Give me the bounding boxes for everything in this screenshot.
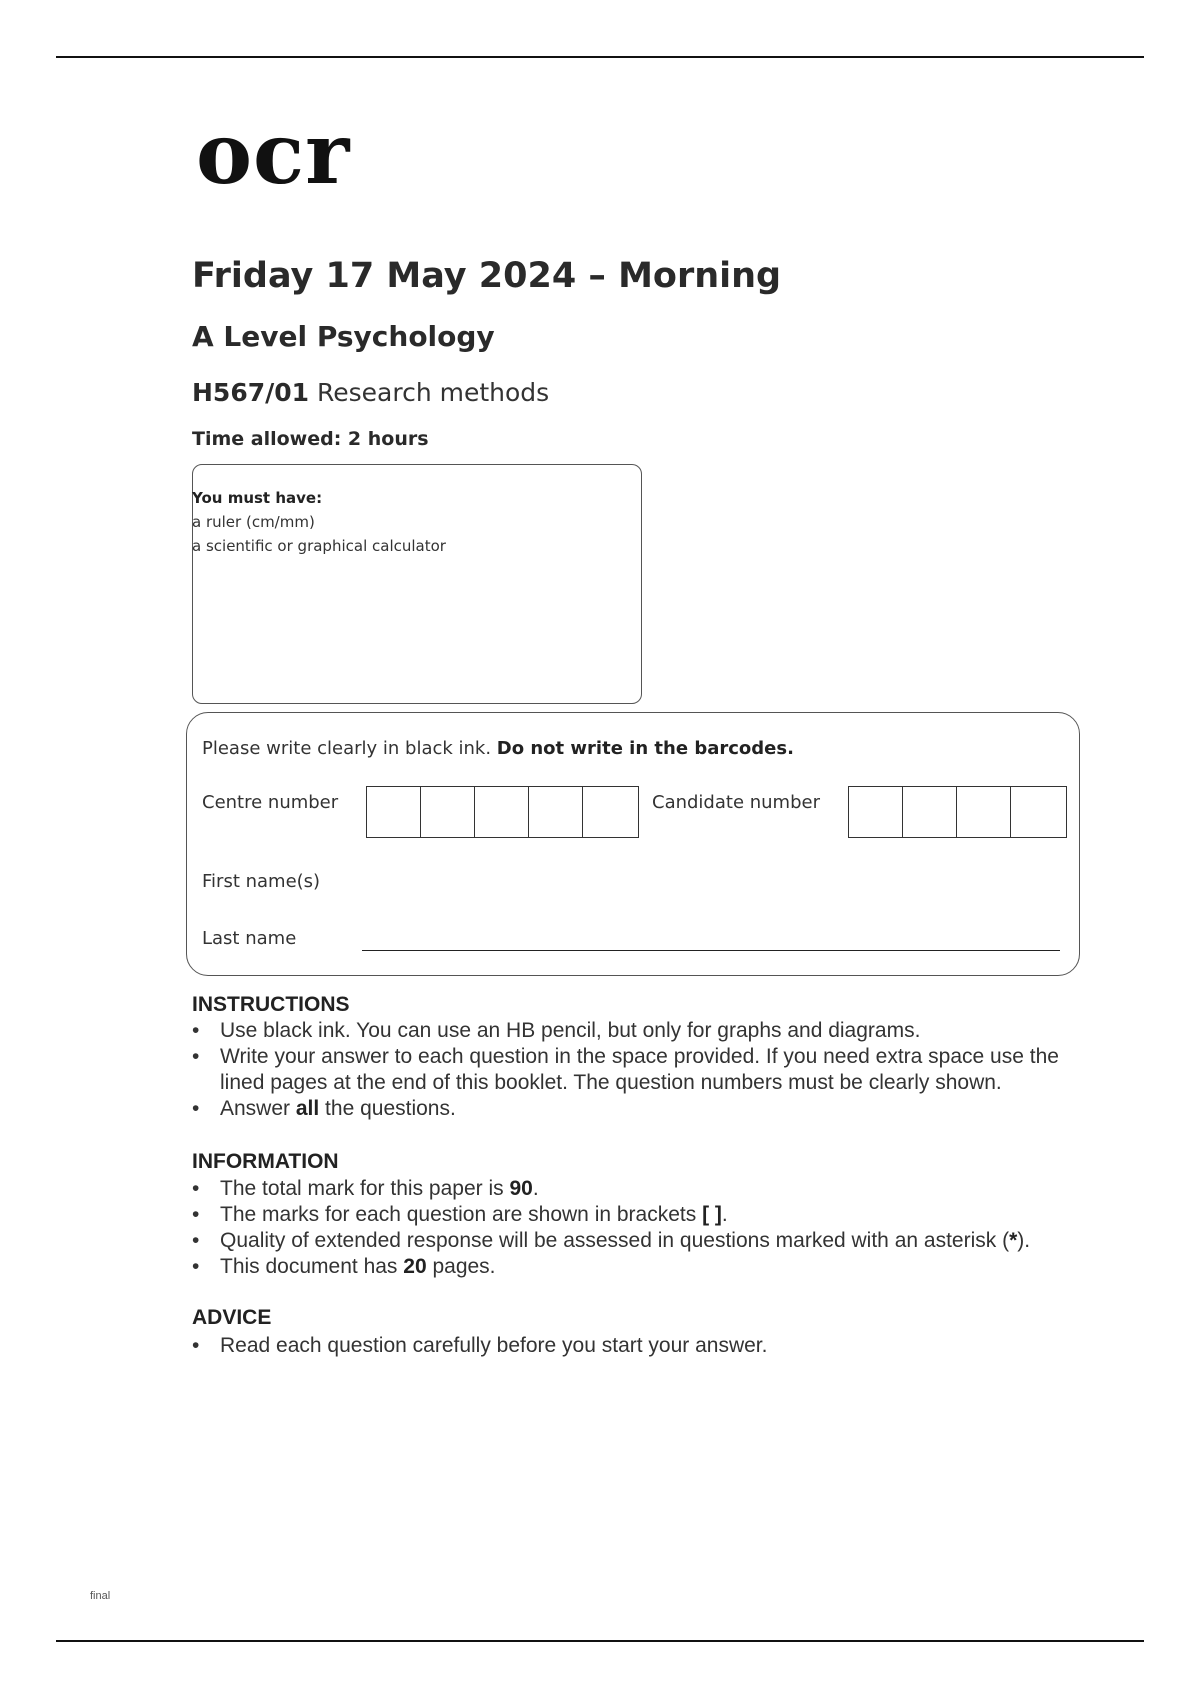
footer-note: final	[90, 1590, 111, 1602]
list-item-text: The marks for each question are shown in brackets	[220, 1203, 703, 1226]
list-item: • Write your answer to each question in the space provided. If you need extra space use the lined pages at the end of this booklet. The question numbers must be clearly shown.	[192, 1044, 1092, 1096]
candidate-number-boxes[interactable]	[848, 786, 1067, 838]
list-item-text: ).	[1017, 1229, 1031, 1252]
advice-heading: ADVICE	[192, 1306, 272, 1329]
list-item	[192, 1176, 1092, 1202]
list-item: • Use black ink. You can use an HB pencil, but only for graphs and diagrams.	[192, 1018, 1092, 1044]
centre-digit-box[interactable]	[421, 787, 475, 837]
last-name-field[interactable]	[362, 950, 1060, 951]
paper-code: H567/01	[192, 378, 310, 407]
list-item-text: Answer	[220, 1097, 296, 1120]
instructions-list	[192, 1018, 1092, 1122]
centre-digit-box[interactable]	[475, 787, 529, 837]
centre-number-label: Centre number	[202, 792, 339, 813]
page-count: 20	[403, 1255, 427, 1278]
ink-instruction	[202, 738, 794, 759]
centre-number-boxes[interactable]	[366, 786, 639, 838]
list-item	[192, 1228, 1092, 1254]
information-heading: INFORMATION	[192, 1150, 339, 1173]
list-item-text: the questions.	[319, 1097, 456, 1120]
time-allowed: Time allowed: 2 hours	[192, 428, 429, 450]
last-name-label: Last name	[202, 928, 297, 949]
exam-date: Friday 17 May 2024 – Morning	[192, 256, 782, 296]
list-item	[192, 1254, 1092, 1280]
list-item: • Read each question carefully before you start your answer.	[192, 1333, 1092, 1359]
list-item-emphasis: all	[295, 1097, 320, 1120]
total-marks: 90	[509, 1177, 533, 1200]
centre-digit-box[interactable]	[367, 787, 421, 837]
list-item-text: .	[532, 1177, 539, 1200]
paper-component: Research methods	[316, 378, 550, 407]
candidate-number-label: Candidate number	[652, 792, 820, 813]
must-have-item: a ruler (cm/mm)	[192, 513, 315, 531]
ocr-logo: ocr	[196, 104, 351, 203]
information-list	[192, 1176, 1092, 1280]
centre-digit-box[interactable]	[529, 787, 583, 837]
first-name-label: First name(s)	[202, 871, 321, 892]
list-item	[192, 1096, 1092, 1122]
candidate-digit-box[interactable]	[1011, 787, 1065, 837]
list-item-text: .	[721, 1203, 728, 1226]
list-item	[192, 1202, 1092, 1228]
asterisk-symbol: *	[1009, 1229, 1018, 1252]
list-item-text: pages.	[426, 1255, 496, 1278]
top-rule	[56, 56, 1144, 58]
marks-brackets: [ ]	[702, 1203, 722, 1226]
ink-instruction-text: Please write clearly in black ink.	[202, 738, 497, 759]
advice-list	[192, 1333, 1092, 1359]
bottom-rule	[56, 1640, 1144, 1642]
centre-digit-box[interactable]	[583, 787, 637, 837]
instructions-heading: INSTRUCTIONS	[192, 993, 350, 1016]
must-have-heading: You must have:	[192, 489, 323, 507]
list-item-text: The total mark for this paper is	[220, 1177, 510, 1200]
candidate-digit-box[interactable]	[849, 787, 903, 837]
list-item-text: Quality of extended response will be assessed in questions marked with an asterisk (	[220, 1229, 1010, 1252]
candidate-digit-box[interactable]	[957, 787, 1011, 837]
must-have-item: a scientific or graphical calculator	[192, 537, 446, 555]
exam-subject: A Level Psychology	[192, 320, 495, 353]
barcode-warning: Do not write in the barcodes.	[496, 738, 794, 759]
must-have-list	[192, 486, 446, 558]
candidate-digit-box[interactable]	[903, 787, 957, 837]
exam-code-line	[192, 378, 549, 407]
list-item-text: This document has	[220, 1255, 404, 1278]
